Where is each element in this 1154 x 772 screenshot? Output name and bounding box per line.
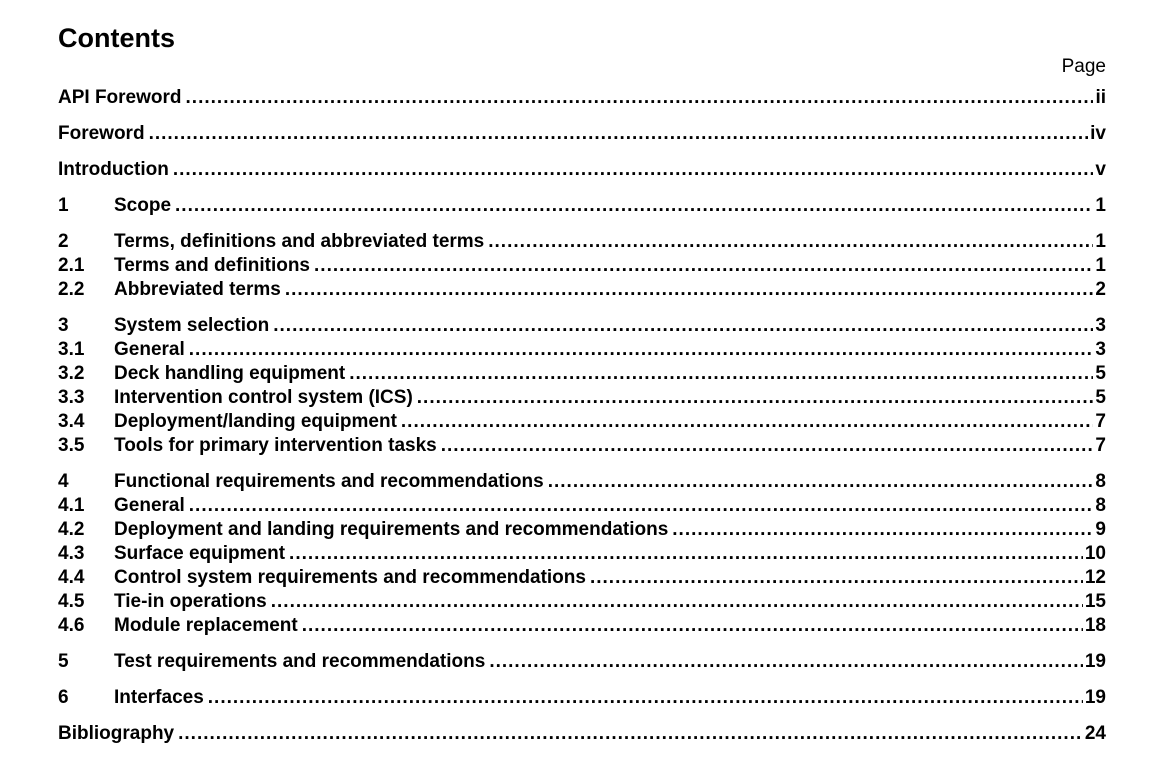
table-of-contents [58,86,1106,746]
toc-entry[interactable] [58,338,1106,362]
toc-entry-number: 3.3 [58,387,85,408]
leader-dots [173,158,1094,182]
toc-entry-label: Control system requirements and recommendations [114,567,586,588]
toc-entry-label: Introduction [58,159,169,180]
leader-dots [302,614,1083,638]
toc-entry-number: 4.3 [58,543,85,564]
toc-entry-page: 12 [1084,567,1106,588]
toc-entry-number: 1 [58,195,69,216]
toc-entry-number: 3.1 [58,339,85,360]
toc-entry-label: Interfaces [114,687,204,708]
toc-entry-page: 18 [1084,615,1106,636]
toc-entry[interactable] [58,158,1106,182]
toc-entry[interactable] [58,494,1106,518]
toc-entry-page: 1 [1095,231,1106,252]
toc-entry-label: System selection [114,315,270,336]
toc-entry-number: 4.6 [58,615,85,636]
toc-entry-number: 4.2 [58,519,85,540]
toc-entry-number: 2.2 [58,279,85,300]
toc-entry[interactable] [58,566,1106,590]
toc-entry-page: 7 [1095,435,1106,456]
toc-entry-page: 1 [1095,255,1106,276]
toc-entry-label: Tools for primary intervention tasks [114,435,437,456]
leader-dots [590,566,1083,590]
leader-dots [178,722,1083,746]
toc-entry[interactable] [58,434,1106,458]
toc-entry-label: Surface equipment [114,543,286,564]
toc-entry-page: 7 [1095,411,1106,432]
toc-entry-label: Deck handling equipment [114,363,346,384]
toc-entry[interactable] [58,542,1106,566]
leader-dots [314,254,1093,278]
toc-entry-label: Module replacement [114,615,298,636]
leader-dots [489,650,1083,674]
toc-entry-number: 4.1 [58,495,85,516]
toc-entry-label: Terms and definitions [114,255,311,276]
toc-entry-page: 8 [1095,495,1106,516]
leader-dots [189,338,1094,362]
toc-entry-label: Scope [114,195,172,216]
leader-dots [189,494,1094,518]
toc-entry-number: 6 [58,687,69,708]
page-title: Contents [58,23,175,53]
toc-entry-page: 3 [1095,339,1106,360]
toc-entry[interactable] [58,614,1106,638]
toc-entry-number: 3.4 [58,411,85,432]
leader-dots [417,386,1094,410]
toc-entry-label: Functional requirements and recommendations [114,471,544,492]
toc-entry-number: 3.2 [58,363,85,384]
toc-entry-page: 3 [1095,315,1106,336]
toc-entry[interactable] [58,590,1106,614]
toc-entry-label: Deployment/landing equipment [114,411,397,432]
leader-dots [271,590,1083,614]
toc-entry-page: 2 [1095,279,1106,300]
toc-entry-page: 19 [1084,651,1106,672]
toc-entry[interactable] [58,278,1106,302]
toc-entry-label: Abbreviated terms [114,279,281,300]
toc-entry-label: Intervention control system (ICS) [114,387,413,408]
toc-entry-number: 3.5 [58,435,85,456]
toc-entry[interactable] [58,470,1106,494]
toc-entry-label: General [114,495,185,516]
leader-dots [149,122,1089,146]
toc-entry[interactable] [58,386,1106,410]
toc-entry-number: 2 [58,231,69,252]
toc-entry-page: 5 [1095,387,1106,408]
toc-entry-page: ii [1095,87,1106,108]
leader-dots [441,434,1094,458]
toc-entry-number: 4.4 [58,567,85,588]
toc-entry-page: iv [1090,123,1106,144]
toc-entry-label: Test requirements and recommendations [114,651,486,672]
toc-entry-number: 4 [58,471,69,492]
toc-entry[interactable] [58,254,1106,278]
toc-entry-label: Foreword [58,123,145,144]
leader-dots [285,278,1094,302]
toc-entry[interactable] [58,314,1106,338]
toc-entry-label: General [114,339,185,360]
leader-dots [289,542,1083,566]
leader-dots [208,686,1083,710]
page-column-header: Page [1061,56,1106,77]
leader-dots [548,470,1094,494]
toc-entry-label: Deployment and landing requirements and recommendations [114,519,669,540]
toc-entry[interactable] [58,518,1106,542]
toc-entry-page: 15 [1084,591,1106,612]
toc-entry[interactable] [58,410,1106,434]
toc-entry[interactable] [58,650,1106,674]
toc-entry[interactable] [58,722,1106,746]
toc-entry[interactable] [58,686,1106,710]
toc-entry-page: 9 [1095,519,1106,540]
toc-entry-page: 10 [1084,543,1106,564]
toc-entry-label: Bibliography [58,723,175,744]
toc-entry-page: 1 [1095,195,1106,216]
toc-entry-number: 5 [58,651,69,672]
leader-dots [273,314,1093,338]
toc-entry-page: 8 [1095,471,1106,492]
leader-dots [672,518,1093,542]
toc-entry-label: Terms, definitions and abbreviated terms [114,231,485,252]
toc-entry[interactable] [58,122,1106,146]
toc-entry-number: 2.1 [58,255,85,276]
leader-dots [349,362,1093,386]
toc-entry-label: API Foreword [58,87,182,108]
toc-entry-page: 24 [1084,723,1106,744]
leader-dots [175,194,1093,218]
toc-entry-page: 5 [1095,363,1106,384]
toc-entry-page: v [1095,159,1106,180]
toc-entry[interactable] [58,86,1106,110]
toc-entry[interactable] [58,230,1106,254]
toc-entry-number: 3 [58,315,69,336]
toc-entry[interactable] [58,362,1106,386]
toc-entry-label: Tie-in operations [114,591,267,612]
leader-dots [186,86,1094,110]
toc-entry-page: 19 [1084,687,1106,708]
toc-entry[interactable] [58,194,1106,218]
toc-entry-number: 4.5 [58,591,85,612]
leader-dots [488,230,1093,254]
leader-dots [401,410,1094,434]
